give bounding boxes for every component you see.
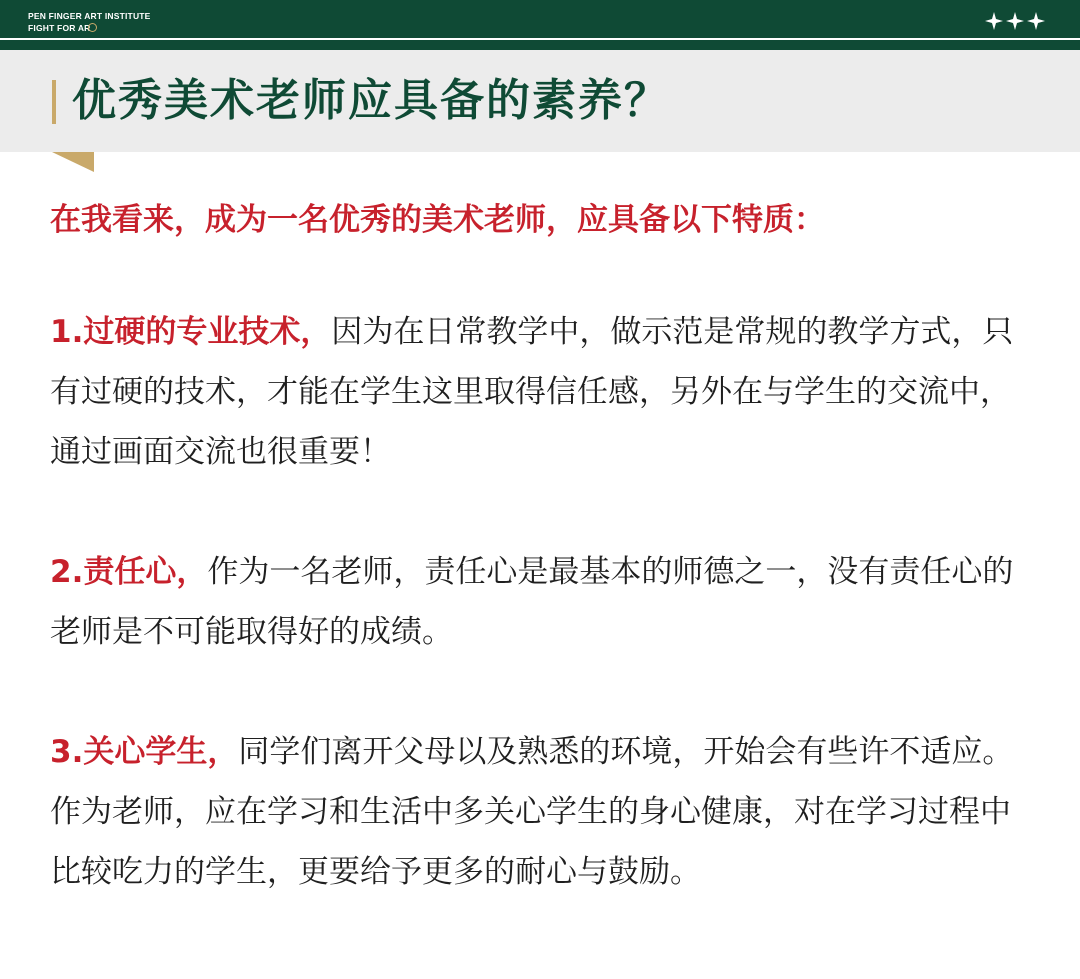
point-1-lead: 1.过硬的专业技术， <box>50 314 332 350</box>
article-body <box>50 190 1040 890</box>
header-bar <box>0 0 1080 50</box>
point-3-lead: 3.关心学生， <box>50 734 239 770</box>
intro-sentence: 在我看来，成为一名优秀的美术老师，应具备以下特质： <box>50 202 825 238</box>
brand-name: PEN FINGER ART INSTITUTE <box>28 11 151 21</box>
point-1 <box>50 302 1030 482</box>
point-2 <box>50 542 1030 662</box>
title-accent-bar <box>52 80 56 124</box>
ring-logo-icon <box>88 23 97 32</box>
header-divider <box>0 38 1080 40</box>
point-3 <box>50 722 1030 902</box>
point-2-lead: 2.责任心， <box>50 554 208 590</box>
three-sparkle-stars-icon <box>984 10 1046 32</box>
gold-corner-tab-icon <box>52 152 94 172</box>
point-2-body: 作为一名老师，责任心是最基本的师德之一，没有责任心的老师是不可能取得好的成绩。 <box>50 554 1014 650</box>
brand-block <box>28 10 151 34</box>
point-3-body: 同学们离开父母以及熟悉的环境，开始会有些许不适应。作为老师，应在学习和生活中多关心学生的身心健康，对在学习过程中比较吃力的学生，更要给予更多的耐心与鼓励。 <box>50 734 1014 890</box>
point-1-body: 因为在日常教学中，做示范是常规的教学方式，只有过硬的技术，才能在学生这里取得信任感，另外在与学生的交流中，通过画面交流也很重要！ <box>50 314 1014 470</box>
brand-slogan: FIGHT FOR AR <box>28 22 151 34</box>
page-title: 优秀美术老师应具备的素养？ <box>72 75 670 126</box>
